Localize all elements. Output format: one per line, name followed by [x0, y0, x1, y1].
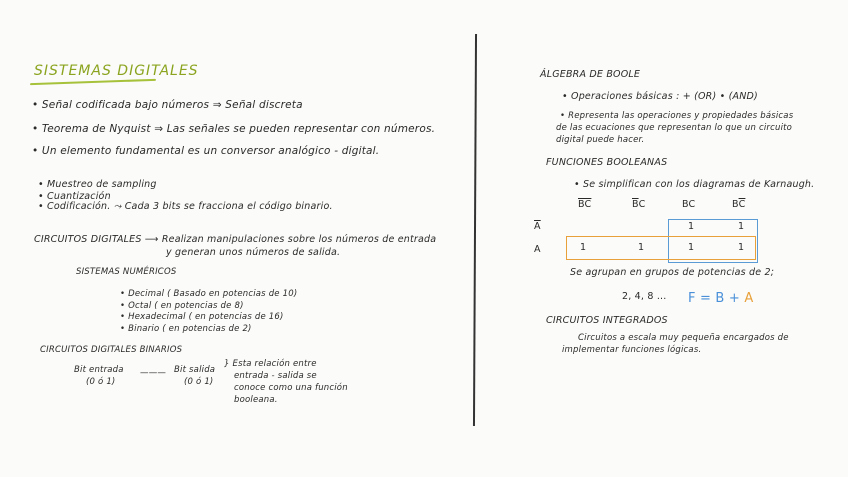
kmap-col-4: $B\overline{C}$ [732, 199, 746, 210]
process-item-3: • Codificación. ⤳ Cada 3 bits se fracciona el código binario. [38, 201, 333, 212]
relation-line-3: conoce como una función [234, 383, 348, 393]
integrados-line-1: Circuitos a escala muy pequeña encargados de [578, 333, 789, 343]
bit-in-value: (0 ó 1) [86, 377, 116, 387]
sistema-binario: • Binario ( en potencias de 2) [120, 324, 252, 334]
agrupan-line: Se agrupan en grupos de potencias de 2; [570, 267, 775, 278]
kmap-col-1: $\overline{BC}$ [578, 199, 592, 210]
simplified-formula [688, 292, 753, 305]
sistemas-heading: SISTEMAS NUMÉRICOS [76, 267, 177, 277]
page-divider [473, 34, 477, 426]
kmap-col-4-c: $\overline{C}$ [738, 199, 746, 210]
funciones-heading: FUNCIONES BOOLEANAS [546, 157, 668, 168]
kmap-cell-1-2: 1 [688, 242, 695, 253]
kmap-cell-1-0: 1 [580, 242, 587, 253]
represent-line-2: de las ecuaciones que representan lo que un circuito [556, 123, 793, 133]
formula-f: F = B + [688, 291, 745, 306]
note-bullet-3: • Un elemento fundamental es un conversor analógico - digital. [32, 145, 380, 157]
process-item-1: • Muestreo de sampling [38, 179, 157, 190]
circuits-cont: y generan unos números de salida. [166, 247, 341, 258]
kmap-cell-0-3: 1 [738, 221, 745, 232]
kmap-group-a [566, 236, 756, 260]
relation-line-1: } Esta relación entre [224, 359, 317, 369]
note-bullet-2: • Teorema de Nyquist ⇒ Las señales se pueden representar con números. [32, 123, 436, 135]
bit-out-label: Bit salida [174, 365, 216, 375]
simplifican-line: • Se simplifican con los diagramas de Karnaugh. [574, 179, 815, 190]
represent-line-3: digital puede hacer. [556, 135, 645, 145]
relation-line-2: entrada - salida se [234, 371, 317, 381]
circuits-heading: CIRCUITOS DIGITALES ⟶ Realizan manipulaciones sobre los números de entrada [34, 234, 437, 245]
binarios-heading: CIRCUITOS DIGITALES BINARIOS [40, 345, 183, 355]
page-title: SISTEMAS DIGITALES [34, 63, 199, 79]
process-item-2: • Cuantización [38, 191, 111, 202]
integrados-line-2: implementar funciones lógicas. [562, 345, 702, 355]
bit-out-value: (0 ó 1) [184, 377, 214, 387]
represent-line-1: • Representa las operaciones y propiedades básicas [560, 111, 794, 121]
kmap-cell-1-3: 1 [738, 242, 745, 253]
powers-series: 2, 4, 8 ... [622, 291, 667, 302]
kmap-col-3: BC [682, 199, 696, 210]
sistema-decimal: • Decimal ( Basado en potencias de 10) [120, 289, 298, 299]
bit-in-label: Bit entrada [74, 365, 124, 375]
formula-a: A [744, 291, 754, 306]
operations-line: • Operaciones básicas : + (OR) • (AND) [562, 91, 758, 102]
title-underline [30, 79, 156, 85]
sistema-hexadecimal: • Hexadecimal ( en potencias de 16) [120, 312, 284, 322]
kmap-col-2-b: $\overline{B}$ [632, 199, 639, 210]
algebra-heading: ÁLGEBRA DE BOOLE [540, 69, 641, 80]
note-bullet-1: • Señal codificada bajo números ⇒ Señal discreta [32, 99, 303, 111]
kmap-row-2: A [534, 244, 541, 255]
relation-line-4: booleana. [234, 395, 278, 405]
bit-arrow: ——— [140, 368, 167, 378]
kmap-row-1: $\overline{A}$ [534, 221, 541, 232]
kmap-cell-1-1: 1 [638, 242, 645, 253]
kmap-col-2: $\overline{B}C$ [632, 199, 646, 210]
integrados-heading: CIRCUITOS INTEGRADOS [546, 315, 668, 326]
sistema-octal: • Octal ( en potencias de 8) [120, 301, 244, 311]
kmap-cell-0-2: 1 [688, 221, 695, 232]
